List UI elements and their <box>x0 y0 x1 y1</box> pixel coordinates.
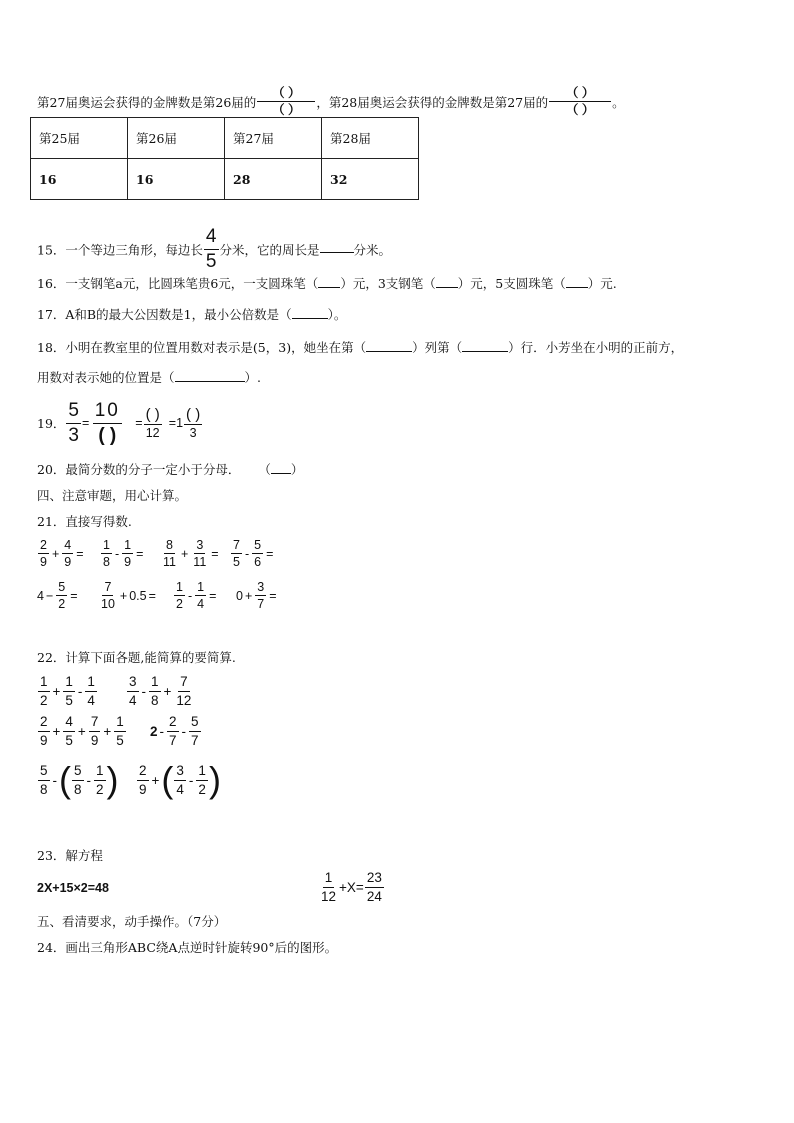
equation-middle: +X= <box>339 879 364 895</box>
medal-fraction-1 <box>257 86 315 118</box>
equals-sign: = <box>168 416 177 431</box>
frac-num: 1 <box>196 763 208 781</box>
equals-sign: = <box>269 588 277 603</box>
q16-text-4: ）元. <box>587 276 617 291</box>
frac-num: 3 <box>255 580 266 596</box>
equals-sign: = <box>76 546 84 561</box>
frac-den: 12 <box>321 888 337 904</box>
equals-sign: = <box>211 546 219 561</box>
frac-den: 8 <box>40 781 48 797</box>
operator: + <box>151 772 160 788</box>
intro-text-2: ，第28届奥运会获得的金牌数是第27届的 <box>316 94 549 110</box>
question-15 <box>37 226 391 273</box>
frac-den: 9 <box>40 732 48 748</box>
table-header-row <box>31 118 419 159</box>
q18-blank-col[interactable] <box>366 351 412 352</box>
frac-num: 2 <box>38 538 49 554</box>
frac-num: 3 <box>174 763 186 781</box>
frac-num-blank[interactable]: ( ) <box>144 406 162 425</box>
frac-num: 1 <box>114 714 126 732</box>
question-19 <box>37 400 203 447</box>
blank-paren[interactable]: （ ） <box>272 86 301 100</box>
question-21-title: 21．直接写得数. <box>37 514 132 529</box>
operator: + <box>51 546 60 561</box>
frac-den: 4 <box>176 781 184 797</box>
operator: − <box>45 588 54 603</box>
frac-den: 9 <box>90 732 99 748</box>
question-16 <box>37 274 617 292</box>
frac-den: 11 <box>163 555 176 570</box>
equals-sign: = <box>209 588 217 603</box>
q16-text-3: ）元，5支圆珠笔（ <box>457 276 566 291</box>
operator: - <box>141 683 147 699</box>
frac-den: 4 <box>129 692 137 708</box>
q20-paren: ） <box>290 462 304 477</box>
medal-fraction-2 <box>549 86 611 118</box>
q19-fraction-3 <box>144 406 162 441</box>
frac-num: 7 <box>231 538 242 554</box>
q17-blank[interactable] <box>292 318 328 319</box>
frac-num: 7 <box>178 674 190 692</box>
q20-paren: （ <box>258 462 271 477</box>
frac-den: 4 <box>197 597 205 612</box>
q22-expr-2 <box>126 674 194 708</box>
blank-paren[interactable]: （ ） <box>272 103 301 118</box>
q18-text-5: ）. <box>244 370 261 385</box>
frac-den: 12 <box>145 426 160 441</box>
operator: + <box>180 546 189 561</box>
q21-expr-6 <box>98 580 158 612</box>
q21-expr-8 <box>236 580 279 612</box>
operator: + <box>119 588 128 603</box>
table-header-cell: 第28届 <box>322 118 419 159</box>
operator: - <box>187 588 193 603</box>
table-header-cell: 第26届 <box>128 118 225 159</box>
frac-den: 24 <box>366 888 382 904</box>
equals-sign: = <box>266 546 274 561</box>
frac-den: 5 <box>116 732 124 748</box>
question-20 <box>37 460 303 478</box>
q20-blank[interactable] <box>271 473 291 474</box>
decimal-number: 0.5 <box>129 588 147 603</box>
table-cell: 32 <box>322 159 419 200</box>
operator: - <box>181 723 187 739</box>
intro-line <box>37 86 625 118</box>
frac-den-blank[interactable]: ( ) <box>98 424 117 446</box>
frac-den: 7 <box>257 597 265 612</box>
frac-den: 5 <box>233 555 240 570</box>
frac-num: 2 <box>167 714 179 732</box>
q19-fraction-1 <box>66 400 81 447</box>
q21-expr-7 <box>173 580 218 612</box>
q16-text: 16．一支钢笔a元，比圆珠笔贵6元，一支圆珠笔（ <box>37 276 319 291</box>
intro-text-1: 第27届奥运会获得的金牌数是第26届的 <box>37 94 257 110</box>
q18-text-3: ）行．小芳坐在小明的正前方， <box>508 340 684 355</box>
blank-paren[interactable]: （ ） <box>565 86 595 100</box>
q22-expr-3 <box>37 714 127 748</box>
frac-num: 5 <box>72 763 84 781</box>
frac-den: 8 <box>151 692 159 708</box>
frac-den: 6 <box>254 555 262 570</box>
q15-text: 15．一个等边三角形，每边长 <box>37 242 203 258</box>
operator: - <box>159 723 165 739</box>
q23-equation-1: 2X+15×2=48 <box>37 881 109 895</box>
frac-num: 1 <box>149 674 161 692</box>
frac-num: 1 <box>63 674 75 692</box>
frac-den: 7 <box>191 732 199 748</box>
frac-den: 2 <box>58 597 66 612</box>
q15-text-2: 分米，它的周长是 <box>219 242 320 258</box>
frac-den: 8 <box>74 781 82 797</box>
question-24: 24．画出三角形ABC绕A点逆时针旋转90°后的图形。 <box>37 940 338 955</box>
operator: + <box>77 723 86 739</box>
operator: + <box>52 723 61 739</box>
frac-num: 1 <box>323 870 335 888</box>
q22-expr-6 <box>136 759 221 800</box>
equals-sign: = <box>136 546 144 561</box>
frac-num: 5 <box>189 714 201 732</box>
q16-blank-1[interactable] <box>318 287 340 288</box>
operator: + <box>244 588 253 603</box>
whole-number: 4 <box>37 588 44 603</box>
frac-den: 7 <box>169 732 177 748</box>
table-header-cell: 第25届 <box>31 118 128 159</box>
operator: - <box>86 772 92 788</box>
frac-num: 5 <box>38 763 50 781</box>
table-cell: 16 <box>31 159 128 200</box>
q21-expr-2 <box>100 538 145 570</box>
operator: - <box>77 683 83 699</box>
q22-expr-5 <box>37 759 119 800</box>
q18-text-2: ）列第（ <box>412 340 463 355</box>
q23-equation-2 <box>318 870 385 904</box>
frac-num: 3 <box>127 674 139 692</box>
q15-text-3: 分米。 <box>353 242 392 258</box>
frac-den: 5 <box>65 692 73 708</box>
frac-den: 3 <box>68 424 79 446</box>
q17-text-end: ）。 <box>327 307 347 322</box>
frac-num: 1 <box>195 580 206 596</box>
equals-sign: = <box>148 588 156 603</box>
frac-num: 5 <box>66 400 81 424</box>
q21-expr-3 <box>160 538 221 570</box>
frac-den: 2 <box>176 597 183 612</box>
equals-sign: = <box>81 416 90 431</box>
question-23-title: 23．解方程 <box>37 848 103 863</box>
operator: + <box>103 723 112 739</box>
q16-blank-2[interactable] <box>436 287 458 288</box>
operator: - <box>244 546 250 561</box>
q19-fraction-2 <box>90 400 124 447</box>
frac-num: 2 <box>38 714 50 732</box>
medal-table <box>30 117 419 200</box>
frac-den: 9 <box>40 555 47 570</box>
q22-expr-4 <box>150 714 202 748</box>
frac-den: 5 <box>205 250 217 272</box>
table-row <box>31 159 419 200</box>
frac-num-blank[interactable]: ( ) <box>184 406 202 425</box>
frac-num: 3 <box>194 538 205 554</box>
question-17 <box>37 305 346 323</box>
frac-num: 1 <box>101 538 112 554</box>
whole-number: 2 <box>150 723 158 739</box>
frac-num: 1 <box>85 674 97 692</box>
q19-label: 19． <box>37 416 66 432</box>
frac-den: 9 <box>139 781 147 797</box>
question-18 <box>37 338 683 356</box>
table-cell: 16 <box>128 159 225 200</box>
right-paren: ) <box>208 759 221 800</box>
frac-den: 5 <box>65 732 73 748</box>
frac-num: 5 <box>252 538 263 554</box>
frac-den: 3 <box>189 426 197 441</box>
frac-den: 2 <box>96 781 104 797</box>
frac-num: 4 <box>204 226 219 250</box>
table-cell: 28 <box>225 159 322 200</box>
q15-answer-blank[interactable] <box>320 252 354 253</box>
q21-expr-4 <box>230 538 275 570</box>
frac-num: 5 <box>56 580 67 596</box>
left-paren: ( <box>161 759 174 800</box>
table-header-cell: 第27届 <box>225 118 322 159</box>
q17-text: 17．A和B的最大公因数是1，最小公倍数是（ <box>37 307 292 322</box>
section-4-heading: 四、注意审题，用心计算。 <box>37 488 188 503</box>
whole-number: 0 <box>236 588 243 603</box>
left-paren: ( <box>59 759 72 800</box>
operator: + <box>52 683 61 699</box>
frac-num: 23 <box>365 870 384 888</box>
frac-den: 8 <box>103 555 110 570</box>
question-18-line-2 <box>37 368 261 386</box>
q21-expr-1 <box>37 538 86 570</box>
blank-paren[interactable]: （ ） <box>565 103 595 118</box>
q22-expr-1 <box>37 674 98 708</box>
q15-fraction <box>204 226 219 273</box>
frac-num: 7 <box>102 580 113 596</box>
q18-blank-row[interactable] <box>462 351 508 352</box>
q18-text-4: 用数对表示她的位置是（ <box>37 370 175 385</box>
equals-sign: = <box>70 588 78 603</box>
frac-num: 2 <box>137 763 149 781</box>
frac-den: 4 <box>87 692 95 708</box>
frac-num: 1 <box>174 580 185 596</box>
q18-blank-position[interactable] <box>175 381 245 382</box>
frac-num: 1 <box>38 674 50 692</box>
frac-den: 2 <box>40 692 48 708</box>
frac-den: 11 <box>193 555 207 570</box>
frac-den: 10 <box>101 597 115 612</box>
section-5-heading: 五、看清要求，动手操作。（7分） <box>37 914 227 929</box>
operator: - <box>188 772 194 788</box>
whole-number: 1 <box>176 416 184 431</box>
operator: + <box>163 683 172 699</box>
frac-num: 10 <box>93 400 122 424</box>
question-22-title: 22．计算下面各题,能简算的要简算. <box>37 650 236 665</box>
frac-den: 2 <box>198 781 206 797</box>
q19-fraction-4 <box>184 406 202 441</box>
frac-num: 8 <box>164 538 175 554</box>
frac-num: 7 <box>89 714 101 732</box>
q21-expr-5 <box>37 580 80 612</box>
intro-text-3: 。 <box>612 94 625 110</box>
frac-den: 9 <box>124 555 132 570</box>
operator: - <box>114 546 120 561</box>
frac-den: 12 <box>176 692 192 708</box>
q20-text: 20．最简分数的分子一定小于分母． <box>37 462 241 477</box>
q16-blank-3[interactable] <box>566 287 588 288</box>
q16-text-2: ）元，3支钢笔（ <box>340 276 436 291</box>
equals-sign: = <box>135 416 143 431</box>
q18-text: 18．小明在教室里的位置用数对表示是(5，3)，她坐在第（ <box>37 340 367 355</box>
frac-num: 1 <box>122 538 133 554</box>
right-paren: ) <box>106 759 119 800</box>
operator: - <box>52 772 58 788</box>
frac-num: 4 <box>62 538 73 554</box>
frac-num: 1 <box>94 763 106 781</box>
frac-num: 4 <box>63 714 75 732</box>
frac-den: 9 <box>64 555 72 570</box>
